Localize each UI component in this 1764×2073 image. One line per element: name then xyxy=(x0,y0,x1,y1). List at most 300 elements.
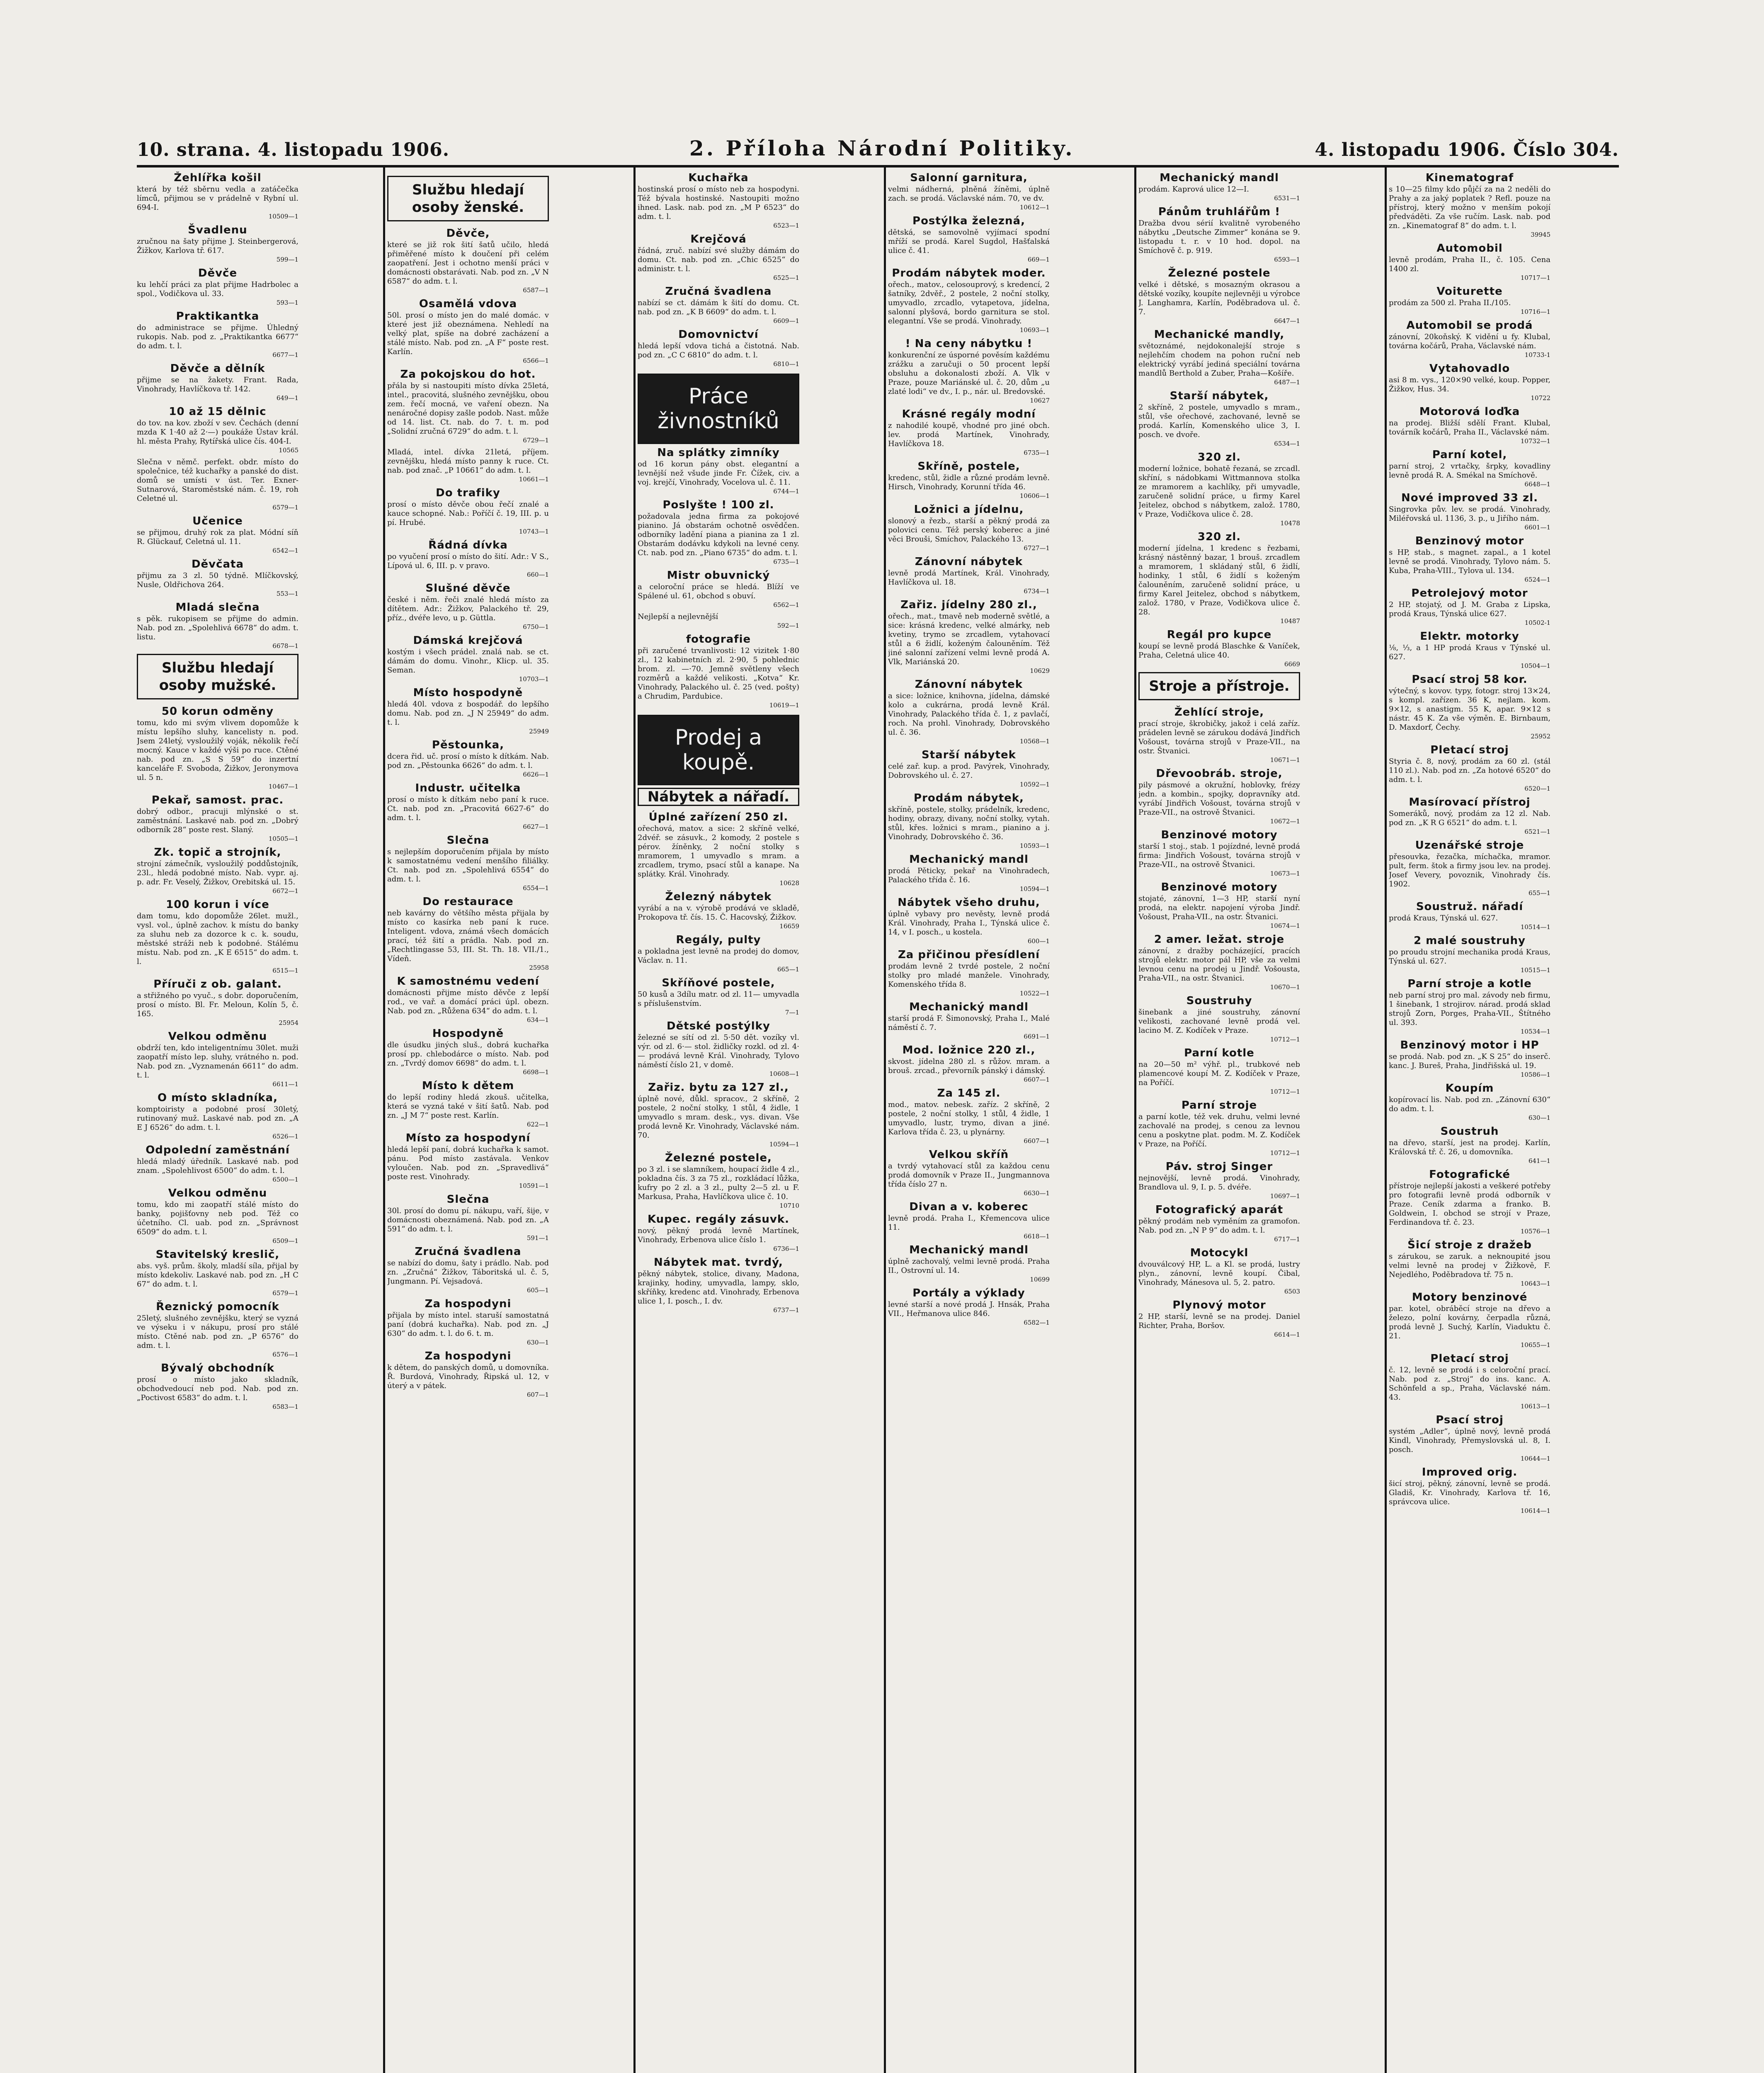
ad-reference-number: 16659 xyxy=(779,922,799,930)
ad-title: Žehlící stroje, xyxy=(1174,706,1264,719)
classified-ad xyxy=(638,447,799,495)
ad-text: neb kavárny do většího města přijala by místo co kasírka neb paní k ruce. Inteligent. vdova, známá všech domácích prací, též šití a prádla. Nab. pod zn. „Rechtlingasse 53, III. St. Th. 18. VII./1., Vídeň. xyxy=(387,909,549,963)
classified-ad xyxy=(1389,319,1550,359)
classified-ad xyxy=(888,503,1050,552)
ad-title: Slečna xyxy=(446,1193,490,1206)
classified-ad xyxy=(888,172,1050,211)
ad-reference-number: 10628 xyxy=(779,879,799,887)
classified-ad xyxy=(1138,881,1300,930)
ad-reference-number: 10619—1 xyxy=(769,702,799,709)
ad-title: Kinematograf xyxy=(1425,172,1514,184)
column-divider xyxy=(1134,167,1136,2073)
classified-ad xyxy=(1389,1082,1550,1121)
ad-title: Domovnictví xyxy=(678,328,759,341)
ad-text: dcera řid. uč. prosí o místo k dítkám. Nab. pod zn. „Pěstounka 6626“ do adm. t. l. xyxy=(387,752,549,770)
ad-text: se nabízí do domu, šaty i prádlo. Nab. pod zn. „Zručná“ Žižkov, Táboritská ul. č. 5, Jungmann. Pí. Vejsadová. xyxy=(387,1259,549,1286)
classified-ad xyxy=(1389,796,1550,835)
ad-title: Místo hospodyně xyxy=(413,687,523,699)
classified-ad xyxy=(387,782,549,830)
ad-text: ⅛, ⅓, a 1 HP prodá Kraus v Týnské ul. 627. xyxy=(1389,643,1550,661)
classified-ad xyxy=(137,1187,298,1245)
classified-ad xyxy=(1138,390,1300,447)
ad-title: Ložnici a jídelnu, xyxy=(914,503,1024,516)
classified-ad xyxy=(137,1248,298,1297)
classified-ad xyxy=(137,978,298,1027)
ad-title: Starší nábytek xyxy=(922,749,1016,761)
ad-title: Pletací stroj xyxy=(1430,1352,1509,1365)
ad-reference-number: 630—1 xyxy=(1528,1114,1550,1121)
classified-ad xyxy=(638,1081,799,1148)
classified-ad xyxy=(1389,673,1550,740)
ad-reference-number: 10673—1 xyxy=(1270,870,1300,877)
classified-ad xyxy=(1389,978,1550,1035)
section-heading: Službu hledají osoby mužské. xyxy=(137,654,298,699)
ad-reference-number: 10671—1 xyxy=(1270,756,1300,764)
ad-text: prosí o místo k dítkám nebo paní k ruce. Ct. nab. pod zn. „Pracovitá 6627-6“ do adm. t. l. xyxy=(387,795,549,822)
ad-reference-number: 10716—1 xyxy=(1520,308,1550,316)
ad-reference-number: 6554—1 xyxy=(523,884,549,892)
ad-reference-number: 10661—1 xyxy=(519,476,549,483)
ad-reference-number: 630—1 xyxy=(527,1339,549,1346)
ad-reference-number: 553—1 xyxy=(276,590,298,597)
ad-reference-number: 10487 xyxy=(1280,617,1300,625)
ad-title: ! Na ceny nábytku ! xyxy=(905,337,1033,350)
classified-ad xyxy=(387,1132,549,1189)
ad-reference-number: 6509—1 xyxy=(272,1237,298,1245)
ad-reference-number: 10612—1 xyxy=(1019,204,1050,211)
ad-title: Regály, pulty xyxy=(676,934,761,946)
ad-text: dobrý odbor., pracuji mlýnské o st. zaměstnání. Laskavé nab. pod zn. „Dobrý odborník 28“ poste rest. Slaný. xyxy=(137,807,298,834)
ad-reference-number: 6737—1 xyxy=(773,1306,799,1314)
ad-title: Vytahovadlo xyxy=(1429,362,1510,375)
classified-ad xyxy=(387,1350,549,1398)
ad-title: Zk. topič a strojník, xyxy=(154,846,281,859)
ad-title: Za přičinou přesídlení xyxy=(898,949,1040,961)
header-left: 10. strana. 4. listopadu 1906. xyxy=(137,139,450,160)
ad-text: nejnovější, levně prodá. Vinohrady, Brandlova ul. 9, I. p. 5. dvéře. xyxy=(1138,1174,1300,1192)
classified-ad xyxy=(638,1213,799,1253)
ad-text: šicí stroj, pěkný, zánovní, levně se prodá. Gladiš, Kr. Vinohrady, Karlova tř. 16, správcova ulice. xyxy=(1389,1479,1550,1506)
ad-reference-number: 6729—1 xyxy=(523,437,549,444)
ad-text: prodám levně 2 tvrdé postele, 2 noční stolky pro mladé manžele. Vinohrady, Komenského třída 8. xyxy=(888,962,1050,989)
ad-title: Benzinový motor i HP xyxy=(1400,1039,1539,1051)
classified-ad xyxy=(1389,744,1550,792)
classified-ad xyxy=(638,811,799,887)
classified-ad xyxy=(888,1087,1050,1145)
ad-reference-number: 10505—1 xyxy=(268,835,298,842)
ad-text: na prodej. Bližší sdělí Frant. Klubal, továrník kočárů, Praha II., Václavské nám. xyxy=(1389,419,1550,437)
ad-text: tomu, kdo mi zaopatří stálé místo do banky, pojišťovny neb pod. Též co účetního. Cl. uab. pod zn. „Správnost 6509“ do adm. t. l. xyxy=(137,1200,298,1236)
classified-ad xyxy=(137,705,298,790)
ad-text: kostým i všech prádel. znalá nab. se ct. dámám do domu. Vinohr., Klicp. ul. 35. Seman. xyxy=(387,648,549,675)
classified-ad xyxy=(1389,1466,1550,1515)
classified-ad xyxy=(888,853,1050,893)
ad-title: Parní kotle xyxy=(1184,1047,1254,1059)
classified-ad xyxy=(1138,206,1300,263)
ad-reference-number: 6579—1 xyxy=(272,1289,298,1297)
ad-text: od 16 korun pány obst. elegantní a levnější než všude jinde Fr. Čížek, civ. a voj. krejčí, Vinohrady, Vocelova ul. č. 11. xyxy=(638,460,799,487)
classified-ad xyxy=(1389,630,1550,670)
ad-reference-number: 10586—1 xyxy=(1520,1071,1550,1078)
ad-text: přístroje nejlepší jakosti a veškeré potřeby pro fotografii levně prodá odborník v Praze. Ceník zdarma a franko. B. Goldwein, I. obchod se strojí v Praze, Ferdinandova tř. č. 23. xyxy=(1389,1182,1550,1227)
ad-title: Nábytek mat. tvrdý, xyxy=(654,1256,783,1269)
ad-reference-number: 10629 xyxy=(1030,667,1050,675)
ad-reference-number: 6736—1 xyxy=(773,1245,799,1253)
ad-text: pěkný prodám neb vyměním za gramofon. Nab. pod zn. „N P 9“ do adm. t. l. xyxy=(1138,1217,1300,1235)
classified-ad xyxy=(888,792,1050,850)
classified-ad xyxy=(137,846,298,895)
classified-ad xyxy=(1389,242,1550,282)
ad-reference-number: 6523—1 xyxy=(773,222,799,229)
classified-ad xyxy=(387,975,549,1024)
ad-reference-number: 6691—1 xyxy=(1024,1033,1050,1040)
ad-reference-number: 10672—1 xyxy=(1270,818,1300,825)
ad-text: při zaručené trvanlivosti: 12 vizitek 1·80 zl., 12 kabinetních zl. 2·90, 5 pohlednic brom. zl. —·70. Jemně světleny všech rozměrů a každé velikosti. „Kotva“ Kr. Vinohrady, Palackého ul. č. 25 (ved. pošty) a Chrudim, Pardubice. xyxy=(638,646,799,701)
ad-text: velmi nádherná, plněná žíněmi, úplně zach. se prodá. Václavské nám. 70, ve dv. xyxy=(888,185,1050,203)
classified-ad xyxy=(137,1092,298,1140)
ad-title: Postýlka železná, xyxy=(912,215,1025,227)
classified-ad xyxy=(137,1144,298,1183)
ad-text: a pokladna jest levně na prodej do domov, Václav. n. 11. xyxy=(638,947,799,965)
classified-ad xyxy=(1138,451,1300,527)
classified-ad xyxy=(137,362,298,402)
ad-text: Mladá, intel. dívka 21letá, příjem. zevnějšku, hledá místo panny k ruce. Ct. nab. pod znač. „P 10661“ do adm. t. l. xyxy=(387,448,549,475)
ad-text: Nejlepší a nejlevnější xyxy=(638,612,718,621)
ad-title: 320 zl. xyxy=(1197,451,1241,464)
classified-ad xyxy=(638,934,799,973)
ad-title: Divan a v. koberec xyxy=(909,1201,1029,1213)
ad-reference-number: 6531—1 xyxy=(1274,194,1300,202)
ad-title: Mechanický mandl xyxy=(909,1244,1029,1256)
classified-ad xyxy=(638,612,799,629)
classified-ad xyxy=(137,898,298,974)
ad-reference-number: 641—1 xyxy=(1528,1157,1550,1165)
classified-ad xyxy=(387,834,549,892)
ad-text: skříně, postele, stolky, prádelník, kredenc, hodiny, obrazy, divany, noční stolky, vytah. stůl, křes. ložnici s mram., pianino a j. Vinohrady, Dobrovského č. 36. xyxy=(888,805,1050,841)
ad-title: Soustruž. nářadí xyxy=(1416,901,1524,913)
ad-reference-number: 6626—1 xyxy=(523,771,549,778)
classified-ad xyxy=(387,687,549,735)
ad-text: dvouválcový HP, L. a Kl. se prodá, lustry plyn., zánovní, levně koupí. Čibal, Vinohrady, Mánesova ul. 5, 2. patro. xyxy=(1138,1260,1300,1287)
ad-text: přála by si nastoupiti místo dívka 25letá, intel., pracovitá, slušného zevnějšku, obou zem. řečí mocná, ve vaření obezn. Na nenáročné dopisy zašle podob. Nast. může od 14. list. Ct. nab. do 7. t. m. pod „Solidní zručná 6729“ do adm. t. l. xyxy=(387,381,549,436)
ad-title: Parní stroje a kotle xyxy=(1407,978,1532,990)
ad-reference-number: 6669 xyxy=(1284,660,1300,668)
ad-title: Parní kotel, xyxy=(1432,449,1507,461)
ad-reference-number: 6601—1 xyxy=(1524,524,1550,531)
ad-text: k dětem, do panských domů, u domovníka. Ř. Burdová, Vinohrady, Řipská ul. 12, v úterý a v pátek. xyxy=(387,1363,549,1390)
classified-ad xyxy=(137,515,298,554)
ad-title: Motocykl xyxy=(1190,1247,1249,1259)
ad-text: zručnou na šaty přijme J. Steinbergerová, Žižkov, Karlova tř. 617. xyxy=(137,237,298,255)
ad-title: 100 korun i více xyxy=(166,898,269,911)
classified-ad xyxy=(1389,1414,1550,1462)
ad-title: Voiturette xyxy=(1436,285,1503,298)
ad-title: Prodám nábytek, xyxy=(914,792,1024,804)
classified-ad xyxy=(137,224,298,263)
ad-reference-number: 6593—1 xyxy=(1274,256,1300,263)
ad-title: Mechanický mandl xyxy=(909,1001,1029,1013)
ad-reference-number: 10703—1 xyxy=(519,675,549,683)
classified-ad xyxy=(1138,1247,1300,1295)
classified-ad xyxy=(1389,535,1550,583)
ad-title: Místo k dětem xyxy=(422,1080,514,1092)
ad-reference-number: 10670—1 xyxy=(1270,983,1300,991)
ad-title: Za hospodyni xyxy=(425,1298,512,1310)
ad-text: skvost. jídelna 280 zl. s růžov. mram. a brouš. zrcad., převorník pánský i dámský. xyxy=(888,1057,1050,1075)
ad-reference-number: 6525—1 xyxy=(773,274,799,282)
ad-text: levné starší a nové prodá J. Hnsák, Praha VII., Heřmanova ulice 846. xyxy=(888,1300,1050,1318)
ad-reference-number: 669—1 xyxy=(1027,256,1050,263)
ad-text: 50 kusů a 3dílu matr. od zl. 11— umyvadla s příslušenstvím. xyxy=(638,990,799,1008)
ad-text: úplně vybavy pro nevěsty, levně prodá Král. Vinohrady, Praha I., Týnská ulice č. 14, v I. posch., u kostela. xyxy=(888,910,1050,937)
ad-text: 2 HP, stojatý, od J. M. Graba z Lipska, prodá Kraus, Týnská ulice 627. xyxy=(1389,600,1550,618)
ad-text: a tvrdý vytahovací stůl za každou cenu prodá domovník v Praze II., Jungmannova třída číslo 27 n. xyxy=(888,1162,1050,1189)
ad-reference-number: 10710 xyxy=(779,1202,799,1209)
ad-text: kopírovací lis. Nab. pod zn. „Zánovní 630“ do adm. t. l. xyxy=(1389,1095,1550,1113)
classified-ad xyxy=(638,1152,799,1209)
section-heading: Nábytek a nářadí. xyxy=(638,788,799,806)
ad-title: Mechanické mandly, xyxy=(1154,328,1285,341)
classified-ad xyxy=(638,233,799,282)
classified-ad xyxy=(888,408,1050,456)
ad-title: Žehlířka košil xyxy=(174,172,262,184)
section-heading: Stroje a přístroje. xyxy=(1138,672,1300,700)
ad-reference-number: 6487—1 xyxy=(1274,379,1300,386)
ad-text: hledá lepší paní, dobrá kuchařka k samot. pánu. Pod místo zastávala. Venkov vyloučen. Nab. pod zn. „Spravedlivá“ poste rest. Vinohrady. xyxy=(387,1145,549,1181)
classified-ad xyxy=(1389,587,1550,626)
ad-reference-number: 10478 xyxy=(1280,519,1300,527)
ad-title: Dřevoobráb. stroje, xyxy=(1156,767,1283,780)
ad-text: prací stroje, škrobičky, jakož i celá zaříz. prádelen levně se zárukou dodává Jindřich Vošoust, továrna strojů v Praze-VII., na ostr. Štvanici. xyxy=(1138,719,1300,755)
ad-reference-number: 6627—1 xyxy=(523,823,549,830)
ad-text: hledá 40l. vdova z bospodář. do lepšího domu. Nab. pod zn. „J N 25949“ do adm. t. l. xyxy=(387,700,549,727)
ad-text: s nejlepším doporučením přijala by místo k samostatnému vedení menšího filiálky. Ct. nab. pod zn. „Spolehlivá 6554“ do adm. t. l. xyxy=(387,847,549,884)
ad-text: prodám za 500 zl. Praha II./105. xyxy=(1389,299,1511,307)
classified-ad xyxy=(137,1301,298,1358)
classified-ad xyxy=(1138,706,1300,764)
ad-title: Salonní garnitura, xyxy=(910,172,1028,184)
ad-text: kredenc, stůl, židle a různé prodám levně. Hirsch, Vinohrady, Korunní třída 46. xyxy=(888,473,1050,491)
header-rule xyxy=(137,165,1619,167)
ad-text: dam tomu, kdo dopomůže 26let. mužl., vysl. vol., úplně zachov. k místu do banky za sluhu neb za dozorce k c. k. soudu, městské stráži neb k podobné. Stálému místu. Nab. pod zn. „K E 6515“ do adm. t. l. xyxy=(137,912,298,966)
ad-reference-number: 10576—1 xyxy=(1520,1228,1550,1235)
ad-title: Dětské postýlky xyxy=(667,1020,770,1032)
ad-reference-number: 10722 xyxy=(1531,394,1550,402)
classified-ad xyxy=(1138,172,1300,202)
ad-reference-number: 6677—1 xyxy=(272,351,298,359)
ad-reference-number: 6542—1 xyxy=(272,547,298,554)
header-center: 2. Příloha Národní Politiky. xyxy=(689,136,1075,160)
classified-ad xyxy=(137,405,298,454)
ad-reference-number: 6582—1 xyxy=(1024,1319,1050,1326)
ad-reference-number: 10565 xyxy=(279,447,298,454)
ad-title: Zručná švadlena xyxy=(415,1245,522,1258)
ad-reference-number: 6562—1 xyxy=(773,601,799,609)
ad-reference-number: 6750—1 xyxy=(523,623,549,631)
ad-title: Bývalý obchodník xyxy=(161,1362,274,1374)
classified-ad xyxy=(387,227,549,294)
ad-title: Velkou skříň xyxy=(929,1148,1009,1161)
ad-reference-number: 25958 xyxy=(529,964,549,971)
ad-text: prodá Pěticky, pekař na Vinohradech, Palackého třída č. 16. xyxy=(888,867,1050,884)
ad-text: systém „Adler“, úplně nový, levně prodá Kindl, Vinohrady, Přemyslovská ul. 8, I. posch. xyxy=(1389,1427,1550,1454)
ad-reference-number: 6614—1 xyxy=(1274,1331,1300,1338)
ad-title: Parní stroje xyxy=(1181,1099,1257,1112)
ad-text: levně prodám, Praha II., č. 105. Cena 1400 zl. xyxy=(1389,255,1550,273)
ad-title: Úplné zařízení 250 zl. xyxy=(648,811,789,823)
classified-ad xyxy=(1389,362,1550,402)
ad-title: Místo za hospodyní xyxy=(405,1132,531,1144)
ad-title: Mechanický mandl xyxy=(909,853,1029,866)
ad-reference-number: 634—1 xyxy=(527,1016,549,1024)
ad-text: po 3 zl. i se slamníkem, houpací židle 4 zl., pokladna čís. 3 za 75 zl., rozkládací lůžka, kufry po 2 zl. a 3 zl., pulty 2—5 zl. u F. Markusa, Praha, Havlíčkova ulice č. 10. xyxy=(638,1165,799,1201)
classified-ad xyxy=(137,601,298,650)
ad-text: úplně zachovalý, velmi levně prodá. Praha II., Ostrovní ul. 14. xyxy=(888,1257,1050,1275)
ad-title: Soustruhy xyxy=(1186,995,1252,1007)
ad-title: Pekař, samost. prac. xyxy=(151,794,284,806)
ad-reference-number: 10643—1 xyxy=(1520,1280,1550,1287)
ad-text: se prodá. Nab. pod zn. „K S 25“ do inserč. kanc. J. Bureš, Praha, Jindřišská ul. 19. xyxy=(1389,1052,1550,1070)
classified-ad xyxy=(888,1044,1050,1083)
ad-text: strojní zámečník, vysloužilý poddůstojník, 23l., hledá podobné místo. Nab. vypr. aj. p. adr. Fr. Veselý, Žižkov, Orebitská ul. 15. xyxy=(137,859,298,886)
column-2 xyxy=(387,172,549,2073)
classified-ad xyxy=(1389,901,1550,931)
ad-title: Zručná švadlena xyxy=(665,285,772,298)
ad-reference-number: 622—1 xyxy=(527,1121,549,1128)
ad-reference-number: 10593—1 xyxy=(1019,842,1050,850)
classified-ad xyxy=(1138,1160,1300,1200)
ad-text: na 20—50 m² výhř. pl., trubkové neb plamencové koupí M. Z. Kodíček v Praze, na Poříčí. xyxy=(1138,1060,1300,1087)
ad-title: Pletací stroj xyxy=(1430,744,1509,756)
ad-reference-number: 592—1 xyxy=(777,622,799,629)
classified-ad xyxy=(1138,1299,1300,1338)
ad-title: Hospodyně xyxy=(432,1027,504,1040)
ad-reference-number: 665—1 xyxy=(777,966,799,973)
column-1 xyxy=(137,172,298,2073)
classified-ad xyxy=(888,896,1050,945)
ad-reference-number: 6698—1 xyxy=(523,1068,549,1076)
ad-reference-number: 6534—1 xyxy=(1274,440,1300,447)
ad-title: Fotografický aparát xyxy=(1155,1204,1284,1216)
ad-title: Skříně, postele, xyxy=(917,460,1020,473)
ad-reference-number: 6648—1 xyxy=(1524,481,1550,488)
ad-reference-number: 10699 xyxy=(1030,1276,1050,1283)
classified-ad xyxy=(137,1030,298,1088)
classified-ad xyxy=(1138,328,1300,386)
ad-reference-number: 6515—1 xyxy=(272,967,298,974)
ad-reference-number: 6678—1 xyxy=(272,642,298,650)
classified-ad xyxy=(1138,829,1300,877)
classified-ad xyxy=(137,794,298,842)
ad-text: dětská, se samovolně vyjímací spodní mříží se prodá. Karel Sugdol, Hašťalská ulice č. 41. xyxy=(888,228,1050,255)
ad-title: Masírovací přístroj xyxy=(1409,796,1531,808)
ad-reference-number: 6647—1 xyxy=(1274,317,1300,325)
ad-reference-number: 25949 xyxy=(529,728,549,735)
ad-title: Zánovní nábytek xyxy=(915,678,1023,691)
ad-text: celé zař. kup. a prod. Pavýrek, Vinohrady, Dobrovského ul. č. 27. xyxy=(888,762,1050,780)
ad-reference-number: 10712—1 xyxy=(1270,1088,1300,1095)
ad-reference-number: 655—1 xyxy=(1528,889,1550,897)
ad-text: s pěk. rukopisem se přijme do admin. Nab. pod zn. „Spolehlivá 6678“ do adm. t. listu. xyxy=(137,614,298,641)
ad-title: Na splátky zimníky xyxy=(657,447,780,459)
ad-title: Psací stroj xyxy=(1436,1414,1504,1426)
ad-text: slonový a řezb., starší a pěkný prodá za polovici cenu. Též perský koberec a jiné věci Brouši, Smíchov, Palackého 13. xyxy=(888,517,1050,544)
ad-reference-number: 591—1 xyxy=(527,1234,549,1242)
ad-text: ořech., mat., tmavě neb moderně světlé, a sice: krásná kredenc, velké almárky, neb kvetiny, trymo se zrcadlem, vytahovací stůl a 6 židlí, koženým čalouněním. Též jiné salonní zařízení velmi levně prodá A. Vlk, Mariánská 20. xyxy=(888,612,1050,666)
classified-ad xyxy=(1389,1291,1550,1349)
ad-title: Regál pro kupce xyxy=(1167,629,1272,641)
ad-reference-number: 10613—1 xyxy=(1520,1403,1550,1410)
ad-title: Příruči z ob. galant. xyxy=(153,978,282,990)
ad-text: výtečný, s kovov. typy, fotogr. stroj 13×24, s kompl. zařízen. 36 K, nejlam. kom. 9×12, s anastigm. 55 K, apar. 9×12 s nástr. 45 K. Za vše výměn. E. Birnbaum, D. Maxdorf, Čechy. xyxy=(1389,687,1550,732)
classified-ad xyxy=(1389,1039,1550,1078)
ad-title: Poslyšte ! 100 zl. xyxy=(662,499,774,511)
ad-text: a sice: ložnice, knihovna, jídelna, dámské kolo a cukrárna, prodá levně Král. Vinohrady, Palackého třída č. 1, z pavlačí, roch. Na prohl. Vinohrady, Dobrovského ul. č. 36. xyxy=(888,692,1050,737)
ad-title: Slečna xyxy=(446,834,490,847)
ad-text: přijala by místo intel. staruší samostatná paní (dobrá kuchařka). Nab. pod zn. „J 630“ do adm. t. l. do 6. t. m. xyxy=(387,1311,549,1338)
ad-reference-number: 10712—1 xyxy=(1270,1036,1300,1043)
ad-title: Petrolejový motor xyxy=(1411,587,1528,600)
classified-ad xyxy=(1138,267,1300,325)
ad-title: Železné postele xyxy=(1168,267,1271,279)
ad-text: prodá Kraus, Týnská ul. 627. xyxy=(1389,914,1498,922)
ad-text: na dřevo, starší, jest na prodej. Karlín, Královská tř. č. 26, u domovníka. xyxy=(1389,1138,1550,1156)
ad-reference-number: 25954 xyxy=(279,1019,298,1027)
ad-title: Industr. učitelka xyxy=(415,782,521,794)
ad-reference-number: 6607—1 xyxy=(1024,1137,1050,1145)
ad-title: Za pokojskou do hot. xyxy=(400,368,536,381)
classified-ad xyxy=(888,1001,1050,1040)
ad-title: Slušné děvče xyxy=(425,582,511,595)
ad-reference-number: 10693—1 xyxy=(1019,326,1050,334)
ad-title: 2 malé soustruhy xyxy=(1414,935,1526,947)
ad-title: Fotografické xyxy=(1429,1168,1510,1181)
ad-title: Řeznický pomocník xyxy=(156,1301,279,1313)
header-right: 4. listopadu 1906. Číslo 304. xyxy=(1315,139,1619,160)
classified-ad xyxy=(1389,492,1550,531)
ad-title: Motory benzinové xyxy=(1412,1291,1528,1304)
ad-text: 50l. prosí o místo jen do malé domác. v které jest již obeznámena. Nehledí na velký plat, spíše na dobré zacházení a stálé místo. Nab. pod zn. „A F“ poste rest. Karlín. xyxy=(387,311,549,356)
ad-reference-number: 10627 xyxy=(1030,397,1050,404)
ad-reference-number: 6717—1 xyxy=(1274,1236,1300,1243)
ad-title: Za hospodyni xyxy=(425,1350,512,1362)
ad-reference-number: 6810—1 xyxy=(773,360,799,368)
ad-reference-number: 10509—1 xyxy=(268,213,298,220)
ad-title: Švadlenu xyxy=(188,224,247,236)
ad-title: Kupec. regály zásuvk. xyxy=(647,1213,790,1226)
ad-reference-number: 39945 xyxy=(1531,231,1550,238)
ad-text: pěkný nábytek, stolice, divany, Madona, krajinky, hodiny, umyvadla, lampy, sklo, skříňky, kredenc atd. Vinohrady, Erbenova ulice 1, I. posch., I. dv. xyxy=(638,1270,799,1306)
ad-text: obdrží ten, kdo inteligentnímu 30let. muži zaopatří místo lep. sluhy, vrátného n. pod. Nab. pod zn. „Vyznamenán 6611“ do adm. t. l. xyxy=(137,1044,298,1080)
classified-ad xyxy=(888,460,1050,500)
ad-reference-number: 599—1 xyxy=(276,256,298,263)
ad-title: 50 korun odměny xyxy=(161,705,274,718)
classified-ad xyxy=(387,448,549,483)
ad-title: Mod. ložnice 220 zl., xyxy=(902,1044,1036,1056)
ad-text: nabízí se ct. dámám k šití do domu. Ct. nab. pod zn. „K B 6609“ do adm. t. l. xyxy=(638,299,799,316)
classified-ad xyxy=(638,977,799,1016)
classified-ad xyxy=(888,678,1050,745)
ad-title: Děvče a dělník xyxy=(170,362,265,375)
classified-ad xyxy=(1389,405,1550,445)
ad-reference-number: 10743—1 xyxy=(519,528,549,535)
ad-title: Stavitelský kreslič, xyxy=(155,1248,280,1261)
classified-ad xyxy=(137,458,298,511)
ad-text: levně prodá Martínek, Král. Vinohrady, Havlíčkova ul. 18. xyxy=(888,569,1050,587)
ad-text: levně prodá. Praha I., Křemencova ulice 11. xyxy=(888,1214,1050,1232)
ad-text: ořech., matov., celosouprový, s kredencí, 2 šatníky, 2dvěř., 2 postele, 2 noční stolky, umyvadlo, zrcadlo, vytapetova, jídelna, salonní plyšová, bordo garnitura se stol. elegantní. Vše se prodá. Vinohrady. xyxy=(888,280,1050,325)
ad-reference-number: 10592—1 xyxy=(1019,781,1050,788)
